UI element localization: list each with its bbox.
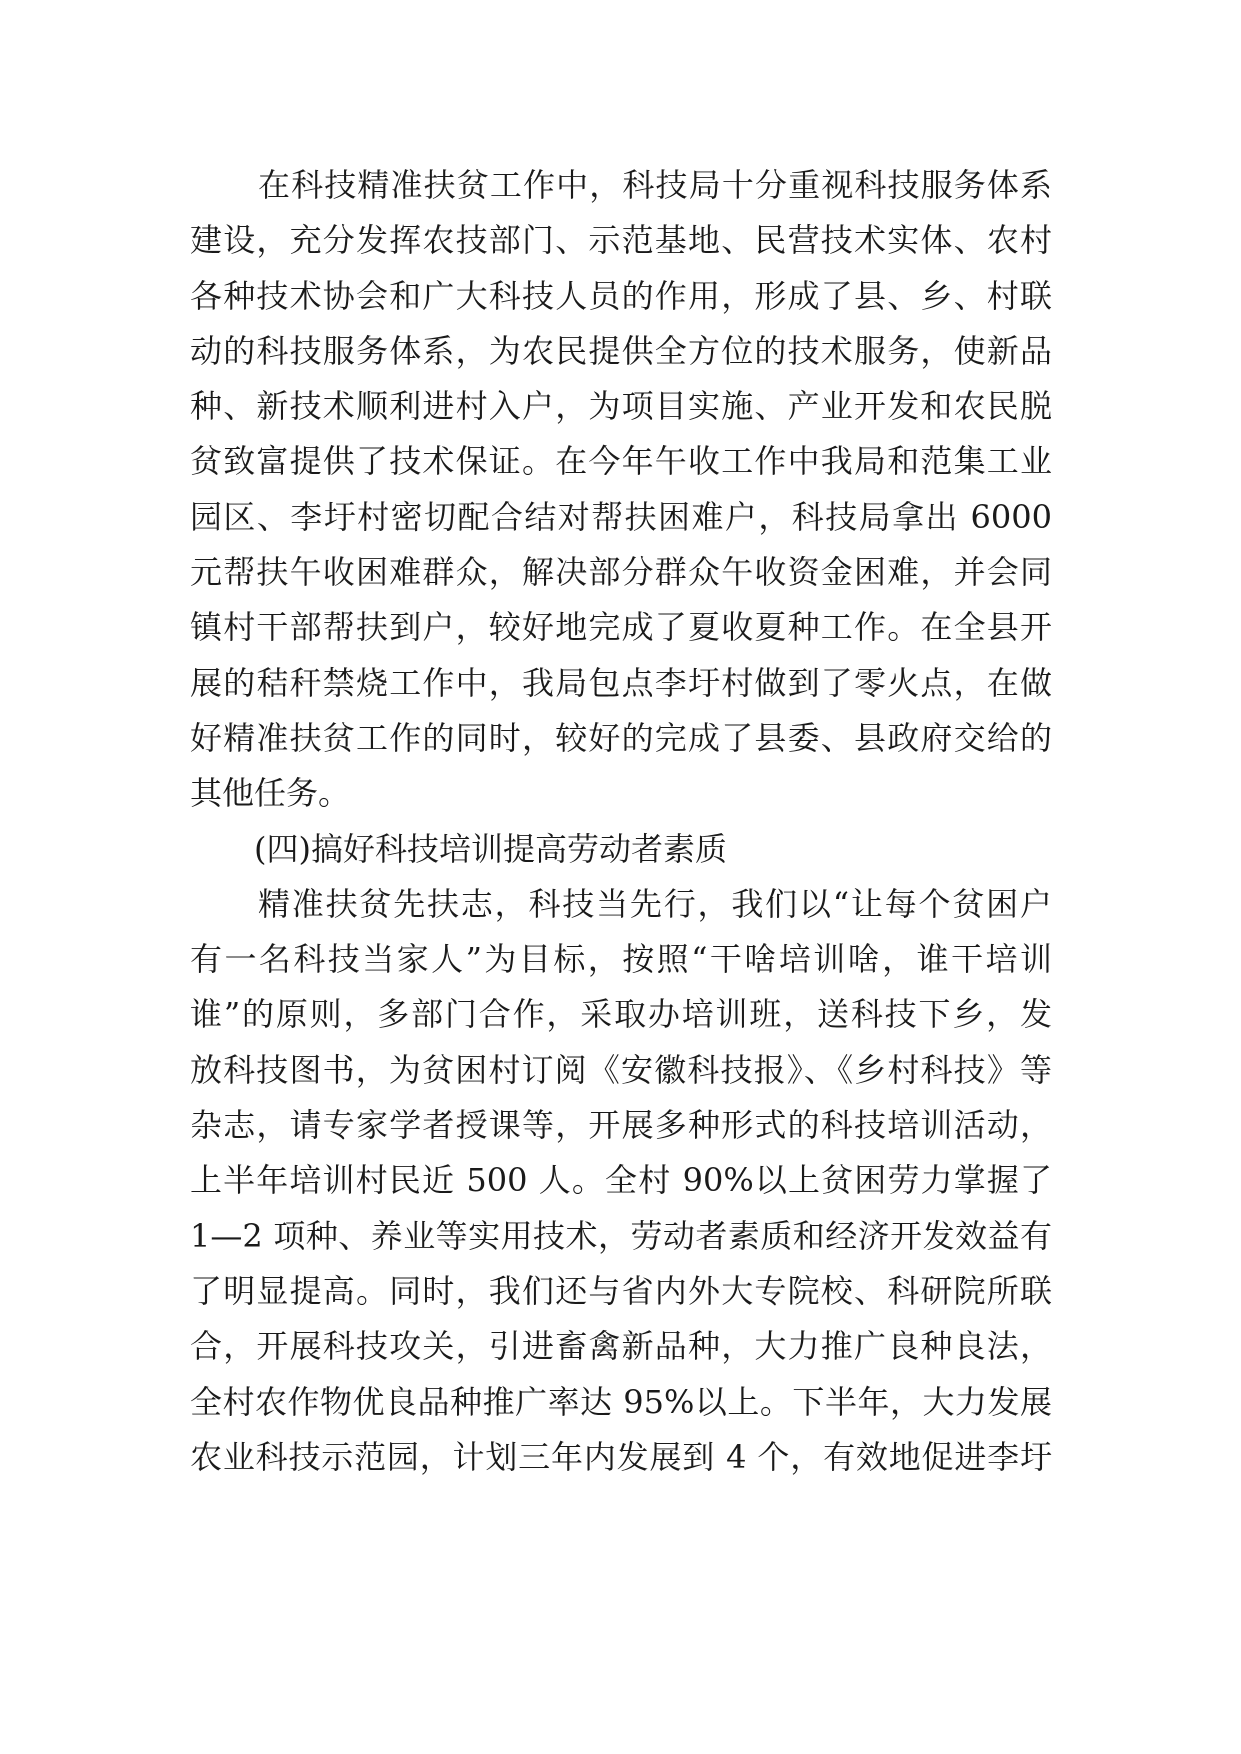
paragraph-line: 有一名科技当家人”为目标，按照“干啥培训啥，谁干培训 bbox=[190, 940, 1052, 979]
paragraph-line: 展的秸秆禁烧工作中，我局包点李圩村做到了零火点，在做 bbox=[190, 663, 1052, 702]
paragraph-line: 动的科技服务体系，为农民提供全方位的技术服务，使新品 bbox=[190, 331, 1052, 370]
paragraph-line: 镇村干部帮扶到户，较好地完成了夏收夏种工作。在全县开 bbox=[190, 608, 1052, 647]
paragraph-line: 其他任务。 bbox=[190, 774, 351, 813]
paragraph-line: 上半年培训村民近 500 人。全村 90%以上贫困劳力掌握了 bbox=[190, 1161, 1052, 1200]
section-heading: (四)搞好科技培训提高劳动者素质 bbox=[254, 829, 727, 868]
paragraph-line: 好精准扶贫工作的同时，较好的完成了县委、县政府交给的 bbox=[190, 718, 1052, 757]
paragraph-line: 建设，充分发挥农技部门、示范基地、民营技术实体、农村 bbox=[190, 221, 1052, 260]
paragraph-line: 在科技精准扶贫工作中，科技局十分重视科技服务体系 bbox=[258, 166, 1052, 204]
paragraph-line: 合，开展科技攻关，引进畜禽新品种，大力推广良种良法， bbox=[190, 1327, 1052, 1366]
paragraph-line: 种、新技术顺利进村入户，为项目实施、产业开发和农民脱 bbox=[190, 387, 1052, 426]
paragraph-line: 谁”的原则，多部门合作，采取办培训班，送科技下乡，发 bbox=[190, 995, 1052, 1034]
paragraph-line: 元帮扶午收困难群众，解决部分群众午收资金困难，并会同 bbox=[190, 553, 1052, 592]
paragraph-line: 放科技图书，为贫困村订阅《安徽科技报》、《乡村科技》等 bbox=[190, 1050, 1052, 1089]
paragraph-line: 杂志，请专家学者授课等，开展多种形式的科技培训活动， bbox=[190, 1106, 1052, 1145]
paragraph-line: 1—2 项种、养业等实用技术，劳动者素质和经济开发效益有 bbox=[190, 1216, 1052, 1255]
paragraph-line: 贫致富提供了技术保证。在今年午收工作中我局和范集工业 bbox=[190, 442, 1052, 481]
paragraph-line: 各种技术协会和广大科技人员的作用，形成了县、乡、村联 bbox=[190, 276, 1052, 315]
body-text bbox=[190, 158, 1052, 1485]
paragraph-line: 园区、李圩村密切配合结对帮扶困难户，科技局拿出 6000 bbox=[190, 497, 1052, 536]
paragraph-line: 精准扶贫先扶志，科技当先行，我们以“让每个贫困户 bbox=[258, 884, 1052, 923]
paragraph-line: 了明显提高。同时，我们还与省内外大专院校、科研院所联 bbox=[190, 1271, 1052, 1310]
paragraph-line: 农业科技示范园，计划三年内发展到 4 个，有效地促进李圩 bbox=[190, 1437, 1052, 1476]
paragraph-line: 全村农作物优良品种推广率达 95%以上。下半年，大力发展 bbox=[190, 1382, 1052, 1421]
